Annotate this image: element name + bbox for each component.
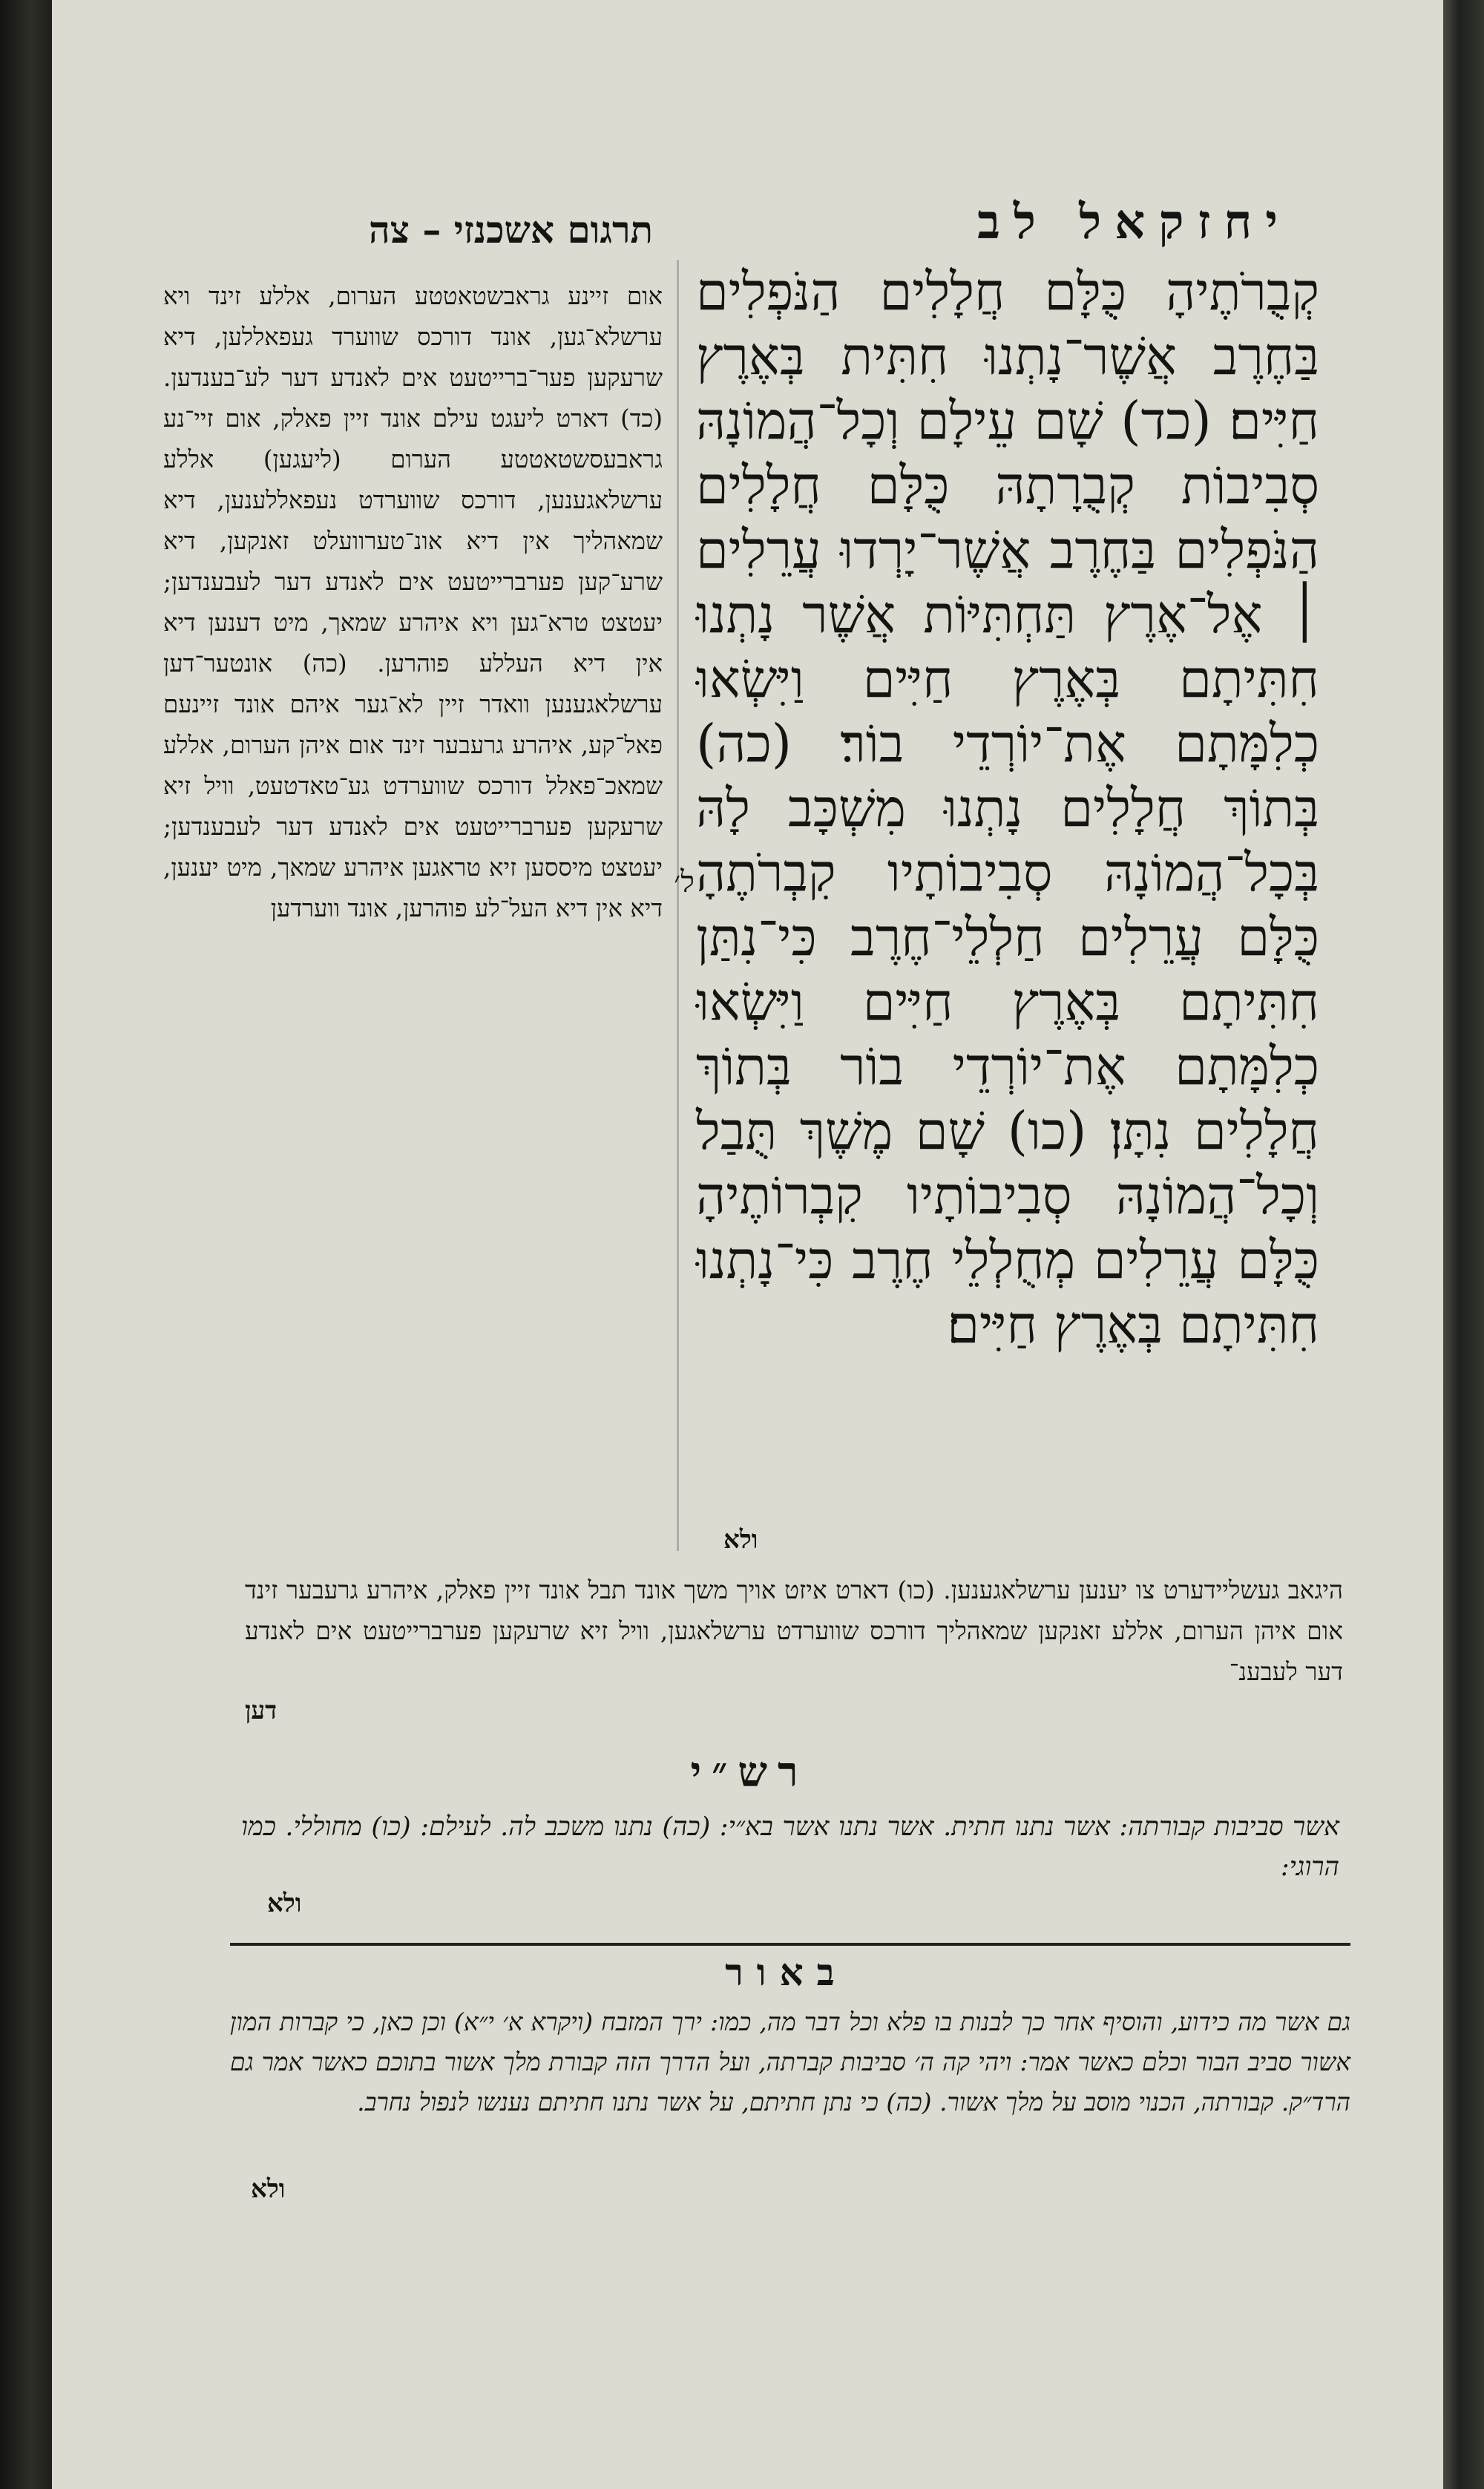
column-divider xyxy=(677,260,679,1551)
biur-heading: באור xyxy=(725,1950,848,1994)
cover-edge xyxy=(1443,0,1484,2489)
book-page xyxy=(52,0,1443,2489)
page-header-main: יחזקאל לב xyxy=(977,194,1291,250)
section-divider xyxy=(230,1943,1350,1946)
main-catchword: ולא xyxy=(723,1525,758,1555)
biur-catchword: ולא xyxy=(251,2174,286,2204)
rashi-commentary: אשר סביבות קבורתה: אשר נתנו חתית. אשר נתנו אשר בא״י: (כה) נתנו משכב לה. לעילם: (כו) מחוללי. כמו הרוגי: xyxy=(241,1812,1339,1882)
page-header-translation: תרגום אשכנזי – צה xyxy=(369,208,653,252)
rashi-heading: רש״י xyxy=(690,1748,809,1797)
translation-continuation: היגאב געשליידערט צו יענען ערשלאגענען. (כו) דארט איזט אויך משך אונד תבל אונד זיין פאלק, איהרע גרעבער זינד אום איהן הערום, אללע זאנקען שמאהליך דורכס שווערדט ערשלאגען, וויל זיא שרעקען פערברייטעט אים לאנדע דער לעבענ־ xyxy=(245,1575,1343,1686)
translation-catchword: דען xyxy=(245,1696,277,1725)
main-hebrew-text: קְבֻרֹתֶיהָ כֻּלָּם חֲלָלִים הַנֹּפְלִים בַּחֶרֶב אֲשֶׁר־נָתְנוּ חִתִּית בְּאֶרֶץ חַיִּים׃ (כד) שָׁם עֵילָם וְכָל־הֲמוֹנָהּ סְבִיבוֹת קְבֻרָתָהּ כֻּלָּם חֲלָלִים הַנֹּפְלִים בַּחֶרֶב אֲשֶׁר־יָרְדוּ עֲרֵלִים ׀ אֶל־אֶרֶץ תַּחְתִּיּוֹת אֲשֶׁר נָתְנוּ חִתִּיתָם בְּאֶרֶץ חַיִּים וַיִּשְׂאוּ כְלִמָּתָם אֶת־יוֹרְדֵי בוֹר׃ (כה) בְּתוֹךְ חֲלָלִים נָתְנוּ מִשְׁכָּב לָהּ בְּכָל־הֲמוֹנָהּ סְבִיבוֹתָיו קִבְרֹתֶהָ כֻּלָּם עֲרֵלִים חַלְלֵי־חֶרֶב כִּי־נִתַּן חִתִּיתָם בְּאֶרֶץ חַיִּים וַיִּשְׂאוּ כְלִמָּתָם אֶת־יוֹרְדֵי בוֹר בְּתוֹךְ חֲלָלִים נִתָּן׃ (כו) שָׁם מֶשֶׁךְ תֻּבַל וְכָל־הֲמוֹנָהּ סְבִיבוֹתָיו קִבְרוֹתֶיהָ כֻּלָּם עֲרֵלִים מְחֻלְלֵי חֶרֶב כִּי־נָתְנוּ חִתִּיתָם בְּאֶרֶץ חַיִּים׃ xyxy=(696,261,1319,1355)
translation-column: אום זיינע גראבשטאטטע הערום, אללע זינד ויא ערשלא־גען, אונד דורכס שווערד געפאללען, דיא שרעקען פער־ברייטעט אים לאנדע דער לע־בענדען. (כד) דארט ליעגט עילם אונד זיין פאלק, אום זיי־נע גראבעסשטאטטע הערום (ליעגען) אללע ערשלאגענען, דורכס שווערדט נעפאללענען, דיא שמאהליך אין דיא אונ־טערוועלט זאנקען, דיא שרע־קען פערברייטעט אים לאנדע דער לעבענדען; יעטצט טרא־גען ויא איהרע שמאך, מיט דענען דיא אין דיא העללע פוהרען. (כה) אונטער־דען ערשלאגענען וואדר זיין לא־גער איהם אונד זיינעם פאל־קע, איהרע גרעבער זינד אום איהן הערום, אללע שמאכ־פאלל דורכס שווערדט גע־טאדטעט, וויל זיא שרעקען פערברייטעט אים לאנדע דער לעבענדען; יעטצט מיססען זיא טראגען איהרע שמאך, מיט יענען, דיא אין דיא העל־לע פוהרען, אונד ווערדען xyxy=(163,282,663,922)
rashi-catchword: ולא xyxy=(267,1889,302,1918)
margin-note: ל׳ xyxy=(674,865,695,899)
biur-commentary: גם אשר מה כידוע, והוסיף אחר כך לבנות בו פלא וכל דבר מה, כמו: ירך המזבח (ויקרא א׳ י״א) וכן כאן, כי קברות המון אשור סביב הבור וכלם כאשר אמר: ויהי קה ה׳ סביבות קברתה, ועל הדרך הזה קבורת מלך אשור בתוכם כאשר אמר גם הרד״ק. קבורתה, הכנוי מוסב על מלך אשור. (כה) כי נתן חתיתם, על אשר נתנו חתיתם נענשו לנפול נחרב. xyxy=(230,2007,1350,2116)
book-spine xyxy=(0,0,52,2489)
